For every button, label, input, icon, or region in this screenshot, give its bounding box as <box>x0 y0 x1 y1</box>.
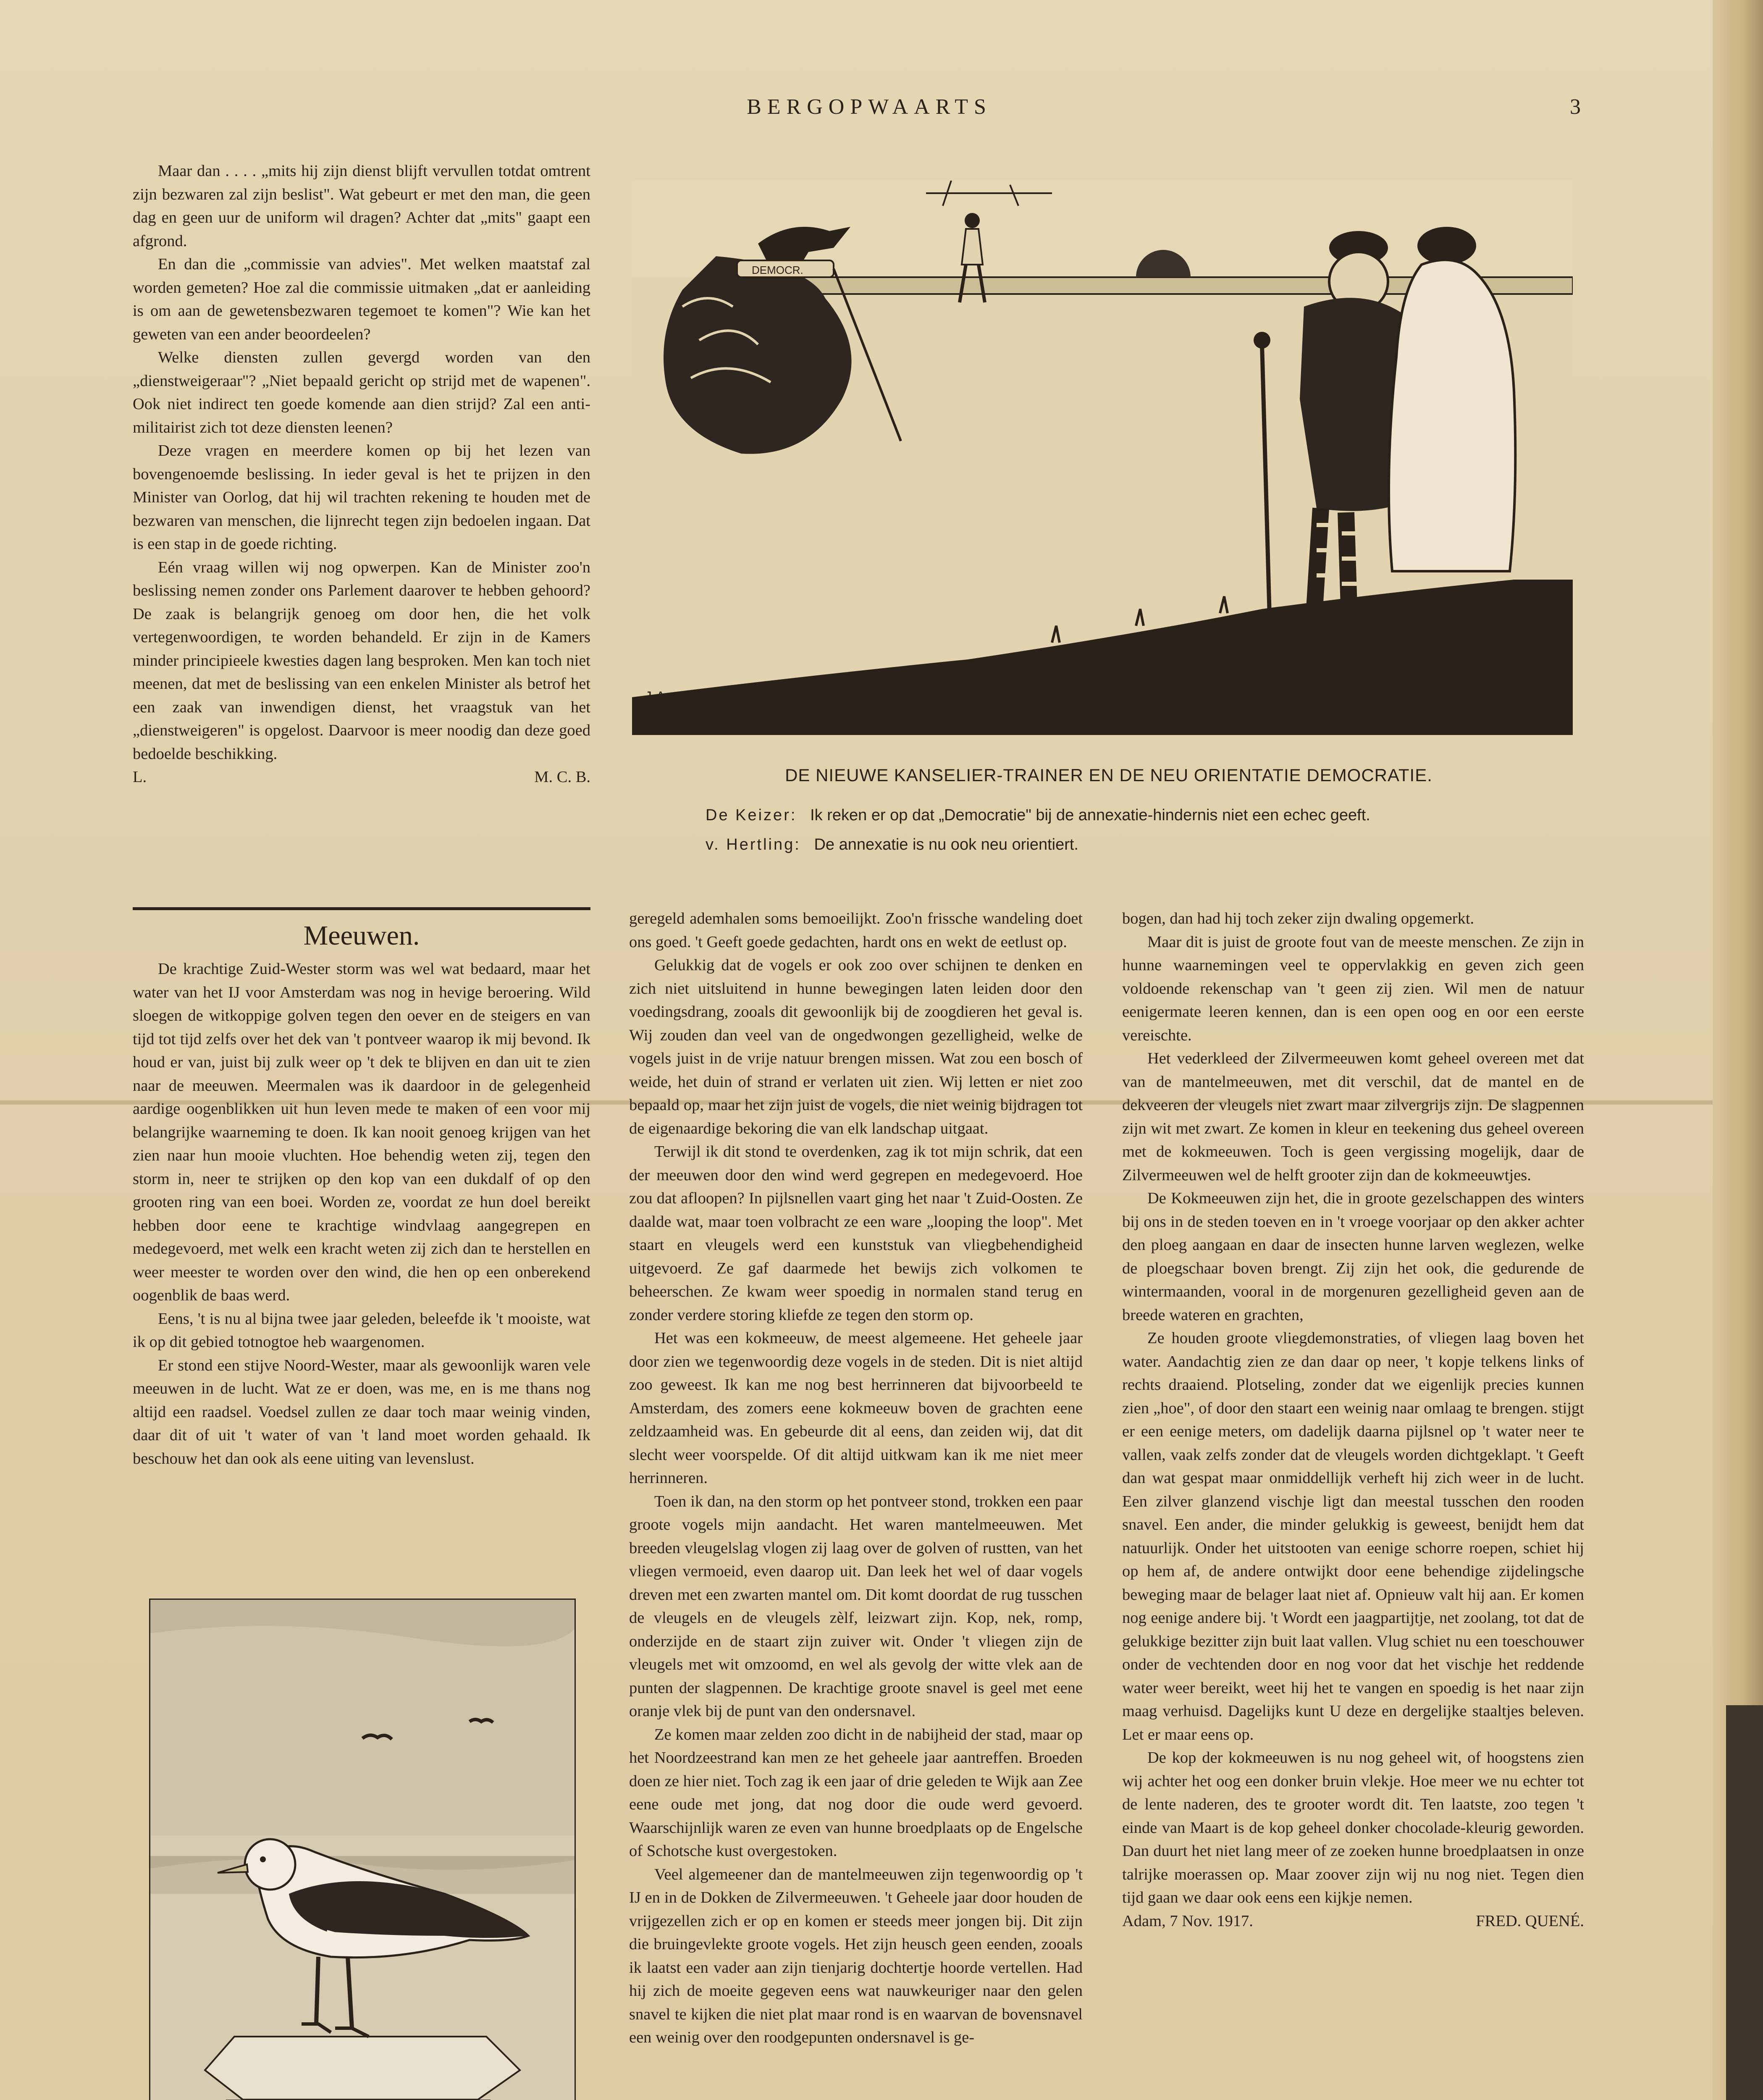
cartoon-title: DE NIEUWE KANSELIER-TRAINER EN DE NEU ORIENTATIE DEMOCRATIE. <box>785 765 1432 785</box>
article-title: Meeuwen. <box>303 920 420 951</box>
paragraph: Ze houden groote vliegdemonstraties, of vliegen laag boven het water. Aandachtig zien ze dan daar op neer, 't kopje telkens links of rechts draaiend. Plotseling, zonder dat we eigenlijk precies kunnen zien „hoe", of door den staart een weinig naar omlaag te brengen. stijgt er een eenige meters, om dadelijk daarna pijlsnel op 't water neer te vallen, vaak zelfs zonder dat de vleugels worden dichtgeklapt. 't Geeft dan wat gespat maar onmiddellijk verheft hij zich weer in de lucht. Een zilver glanzend vischje ligt dan meestal tusschen den rooden snavel. Een ander, die minder gelukkig is geweest, benijdt hem dat natuurlijk. Onder het uitstooten van eenige schorre roepen, schiet hij op hem af, de andere ontwijkt door eene behendige zijdelingsche beweging maar de belager laat niet af. Opnieuw valt hij aan. Er komen nog eenige andere bij. 't Wordt een jaagpartijtje, net zoolang, tot dat de gelukkige bezitter zijn buit laat vallen. Vlug schiet nu een toeschouwer onder de vechtenden door en nog voor dat het vischje het reddende water weer bereikt, weet hij het te vangen en spoedig is het naar zijn maag verhuisd. Dagelijks kunt U deze en dergelijke staaltjes beleven. Let er maar eens op. <box>1122 1329 1584 1743</box>
paragraph: Welke diensten zullen gevergd worden van den „dienstweigeraar"? „Niet bepaald gericht op strijd met de wapenen". Ook niet indirect ten goede komende aan dien strijd? Zal een anti-militairist zich tot deze diensten leenen? <box>133 349 590 436</box>
cartoon-illustration <box>632 181 1573 735</box>
paragraph: Veel algemeener dan de mantelmeeuwen zijn tegenwoordig op 't IJ en in de Dokken de Zilvermeeuwen. 't Geheele jaar door houden de vrijgezellen zich er op en komen er steeds meer jongen bij. Dit zijn die bruingevlekte groote vogels. Het zijn heusch geen eenden, zooals ik laatst een vader aan zijn tienjarig dochtertje hoorde vertellen. Had hij zich de moeite gegeven eens wat nauwkeuriger naar den gelen snavel te kijken die niet plat maar rond is en waarvan de bovensnavel een weinig over den roodgepunten ondersnavel is ge- <box>629 1865 1083 2046</box>
speaker-text: Ik reken er op dat „Democratie" bij de annexatie-hindernis niet een echec geeft. <box>810 806 1370 824</box>
paragraph: bogen, dan had hij toch zeker zijn dwaling opgemerkt. <box>1122 910 1474 927</box>
horse-label: DEMOCR. <box>752 264 803 276</box>
signature-right: M. C. B. <box>534 768 590 786</box>
paragraph: Eens, 't is nu al bijna twee jaar geleden, beleefde ik 't mooiste, wat ik op dit gebied totnogtoe heb waargenomen. <box>133 1310 590 1351</box>
speaker-label: v. Hertling: <box>706 836 801 853</box>
column1-article <box>133 160 590 789</box>
cartoon-signature: J.A.v. DONSELAAR. <box>645 689 776 705</box>
masthead-title: BERGOPWAARTS <box>747 95 992 119</box>
paragraph: En dan die „commissie van advies". Met welken maatstaf zal worden gemeten? Hoe zal die commissie uitmaken „dat er aanleiding is om aan de gewetensbezwaren tegemoet te komen"? Wie kan het geweten van een ander beoordeelen? <box>133 255 590 343</box>
signature-line <box>133 766 590 789</box>
paragraph: Gelukkig dat de vogels er ook zoo over schijnen te denken en zich niet uitsluitend in hunne bewegingen laten leiden door den voedingsdrang, zooals dit gewoonlijk bij de zoogdieren het geval is. Wij zouden dan veel van de ongedwongen gezelligheid, welke de vogels juist in de vrije natuur brengen missen. Wat zou een bosch of weide, het duin of strand er verlaten uit zien. Wij letten er niet zoo bepaald op, maar het zijn juist de vogels, die niet weinig bijdragen tot de eigenaardige bekoring die van elk landschap uitgaat. <box>629 956 1083 1137</box>
paragraph: Het was een kokmeeuw, de meest algemeene. Het geheele jaar door zien we tegenwoordig deze vogels in de steden. Dit is niet altijd zoo geweest. Ik kan me nog best herrinneren dat bijvoorbeeld te Amsterdam, des zomers eene kokmeeuw boven de grachten eene zeldzaamheid was. En gebeurde dit al eens, dan zeiden wij, dat dit slecht weer voorspelde. Of dit altijd uitkwam kan ik me niet meer herrinneren. <box>629 1329 1083 1487</box>
paragraph: Eén vraag willen wij nog opwerpen. Kan de Minister zoo'n beslissing nemen zonder ons Parlement daarover te hebben gehoord? De zaak is belangrijk genoeg om door hen, die het volk vertegenwoordigen, te worden behandeld. Er zijn in de Kamers minder principieele kwesties dagen lang besproken. Men kan toch niet meenen, dat met de beslissing van een enkelen Minister als betrof het een zaak van inwendigen dienst, het vraagstuk van het „dienstweigeren" is opgelost. Daarvoor is meer noodig dan deze goed bedoelde beschikking. <box>133 558 590 763</box>
paragraph: Er stond een stijve Noord-Wester, maar als gewoonlijk waren vele meeuwen in de lucht. Wat ze er doen, was me, en is me thans nog altijd een raadsel. Voedsel zullen ze daar toch maar weinig vinden, daar dit of uit 't water of van 't land moet worden gehaald. Ik beschouw het dan ook als eene uiting van levenslust. <box>133 1356 590 1467</box>
dateline-place-date: Adam, 7 Nov. 1917. <box>1122 1912 1253 1930</box>
cartoon-caption-line <box>706 806 1370 824</box>
article-column-2 <box>629 907 1083 2050</box>
paragraph: Terwijl ik dit stond te overdenken, zag ik tot mijn schrik, dat een der meeuwen door den wind werd gegrepen en medegevoerd. Hoe zou dat afloopen? In pijlsnellen vaart ging het naar 't Zuid-Oosten. Ze daalde wat, maar toen volbracht ze een ware „looping the loop". Met staart en vleugels werd een kunststuk van vliegbehendigheid uitgevoerd. Ze gaf daarmede het bewijs zich volkomen te beheerschen. Ze kwam weer spoedig in normalen stand terug en zonder verdere storing kliefde ze tegen den storm op. <box>629 1143 1083 1324</box>
speaker-label: De Keizer: <box>706 806 797 824</box>
dark-background-strip <box>1726 1705 1763 2100</box>
paragraph: Deze vragen en meerdere komen op bij het lezen van bovengenoemde beslissing. In ieder geval is het te prijzen in den Minister van Oorlog, dat hij wil trachten rekening te houden met de bezwaren van menschen, die lijnrecht tegen zijn bedoelen ingaan. Dat is een stap in de goede richting. <box>133 442 590 553</box>
page-number: 3 <box>1570 95 1581 119</box>
paragraph: Het vederkleed der Zilvermeeuwen komt geheel overeen met dat van de mantelmeeuwen, met dit verschil, dat de mantel en de dekveeren der vleugels niet zwart maar zilvergrijs zijn. De slagpennen zijn wit met zwart. Ze komen in kleur en teekening dus geheel overeen met de kokmeeuwen. Toch is geen vergissing mogelijk, daar de Zilvermeeuwen wel de helft grooter zijn dan de kokmeeuwtjes. <box>1122 1050 1584 1184</box>
divider-rule <box>133 907 590 910</box>
signature-left: L. <box>133 768 147 786</box>
paragraph: Maar dan . . . . „mits hij zijn dienst blijft vervullen totdat omtrent zijn bezwaren zal zijn beslist". Wat gebeurt er met den man, die geen dag en geen uur de uniform wil dragen? Achter dat „mits" gaapt een afgrond. <box>133 162 590 250</box>
paragraph: De Kokmeeuwen zijn het, die in groote gezelschappen des winters bij ons in de steden toeven en in 't vroege voorjaar op den akker achter den ploeg aangaan en daar de insecten hunne larven weglezen, welke de ploegschaar boven brengt. Zij zijn het ook, die gedurende de wintermaanden, vooral in de morgenuren gezelligheid geven aan de breede wateren en grachten, <box>1122 1189 1584 1324</box>
dateline-author: FRED. QUENÉ. <box>1476 1912 1584 1930</box>
gull-illustration <box>149 1599 576 2100</box>
paragraph: De kop der kokmeeuwen is nu nog geheel wit, of hoogstens zien wij achter het oog een donker bruin vlekje. Hoe meer we nu echter tot de lente naderen, des te grooter wordt dit. Ten laatste, zoo tegen 't einde van Maart is de kop geheel donker chocolade-kleurig geworden. Dan duurt het niet lang meer of ze zoeken hunne broedplaatsen in onze talrijke moerassen op. Maar zoover zijn wij nu nog niet. Tegen dien tijd gaan we daar ook eens een kijkje nemen. <box>1122 1749 1584 1906</box>
article-column-1 <box>133 958 590 1470</box>
paragraph: De krachtige Zuid-Wester storm was wel wat bedaard, maar het water van het IJ voor Amsterdam was nog in hevige beroering. Wild sloegen de witkoppige golven tegen den oever en de steigers en van tijd tot tijd zelfs over het dek van 't pontveer waarop ik mij bevond. Ik houd er van, juist bij zulk weer op 't dek te blijven en dan uit te zien naar de meeuwen. Meermalen was ik daardoor in de gelegenheid aardige oogenblikken uit hun leven mede te maken of een voor mij belangrijke waarneming te doen. Ik kan nooit genoeg krijgen van het zien naar hun mooie vluchten. Hoe behendig weten zij, tegen den storm in, neer te strijken op den kop van een dukdalf of op den grooten ring van een boei. Worden ze, voordat ze hun doel bereikt hebben door eene te krachtige windvlaag aangegrepen en medegevoerd, met welk een kracht weten zij zich dan te herstellen en weer meester te worden over den wind, die hen op een onberekend oogenblik de baas werd. <box>133 960 590 1304</box>
paragraph: Maar dit is juist de groote fout van de meeste menschen. Ze zijn in hunne waarnemingen veel te oppervlakkig en geven zich geen voldoende rekenschap van 't geen zij zien. Wil men de natuur eenigermate leeren kennen, dan is een open oog en oor een eerste vereischte. <box>1122 933 1584 1044</box>
speaker-text: De annexatie is nu ook neu orientiert. <box>814 836 1078 853</box>
cartoon-caption-line <box>706 836 1078 854</box>
paragraph: geregeld ademhalen soms bemoeilijkt. Zoo'n frissche wandeling doet ons goed. 't Geeft goede gedachten, hardt ons en wekt de eetlust op. <box>629 910 1083 951</box>
paragraph: Toen ik dan, na den storm op het pontveer stond, trokken een paar groote vogels mijn aandacht. Het waren mantelmeeuwen. Met breeden vleugelslag vlogen zij laag over de golven of rustten, van het vliegen vermoeid, even daarop uit. Dan leek het wel of daar vogels dreven met een zwarten mantel om. Dit komt doordat de rug tusschen de vleugels en de vleugels zèlf, leizwart zijn. Kop, nek, romp, onderzijde en de staart zijn zuiver wit. Onder 't vliegen zijn de vleugels met wit omzoomd, en wel als gevolg der witte vlek aan de punten der slagpennen. De krachtige groote snavel is geel met eene oranje vlek bij de punt van den ondersnavel. <box>629 1492 1083 1720</box>
paragraph: Ze komen maar zelden zoo dicht in de nabijheid der stad, maar op het Noordzeestrand kan men ze het geheele jaar aantreffen. Broeden doen ze hier niet. Toch zag ik een jaar of drie geleden te Wijk aan Zee eene oude met jong, dat nog door die oude werd gevoerd. Waarschijnlijk waren ze even van hunne broedplaats op de Engelsche of Schotsche kust overgestoken. <box>629 1725 1083 1860</box>
article-column-3 <box>1122 907 1584 1933</box>
dateline <box>1122 1910 1584 1933</box>
